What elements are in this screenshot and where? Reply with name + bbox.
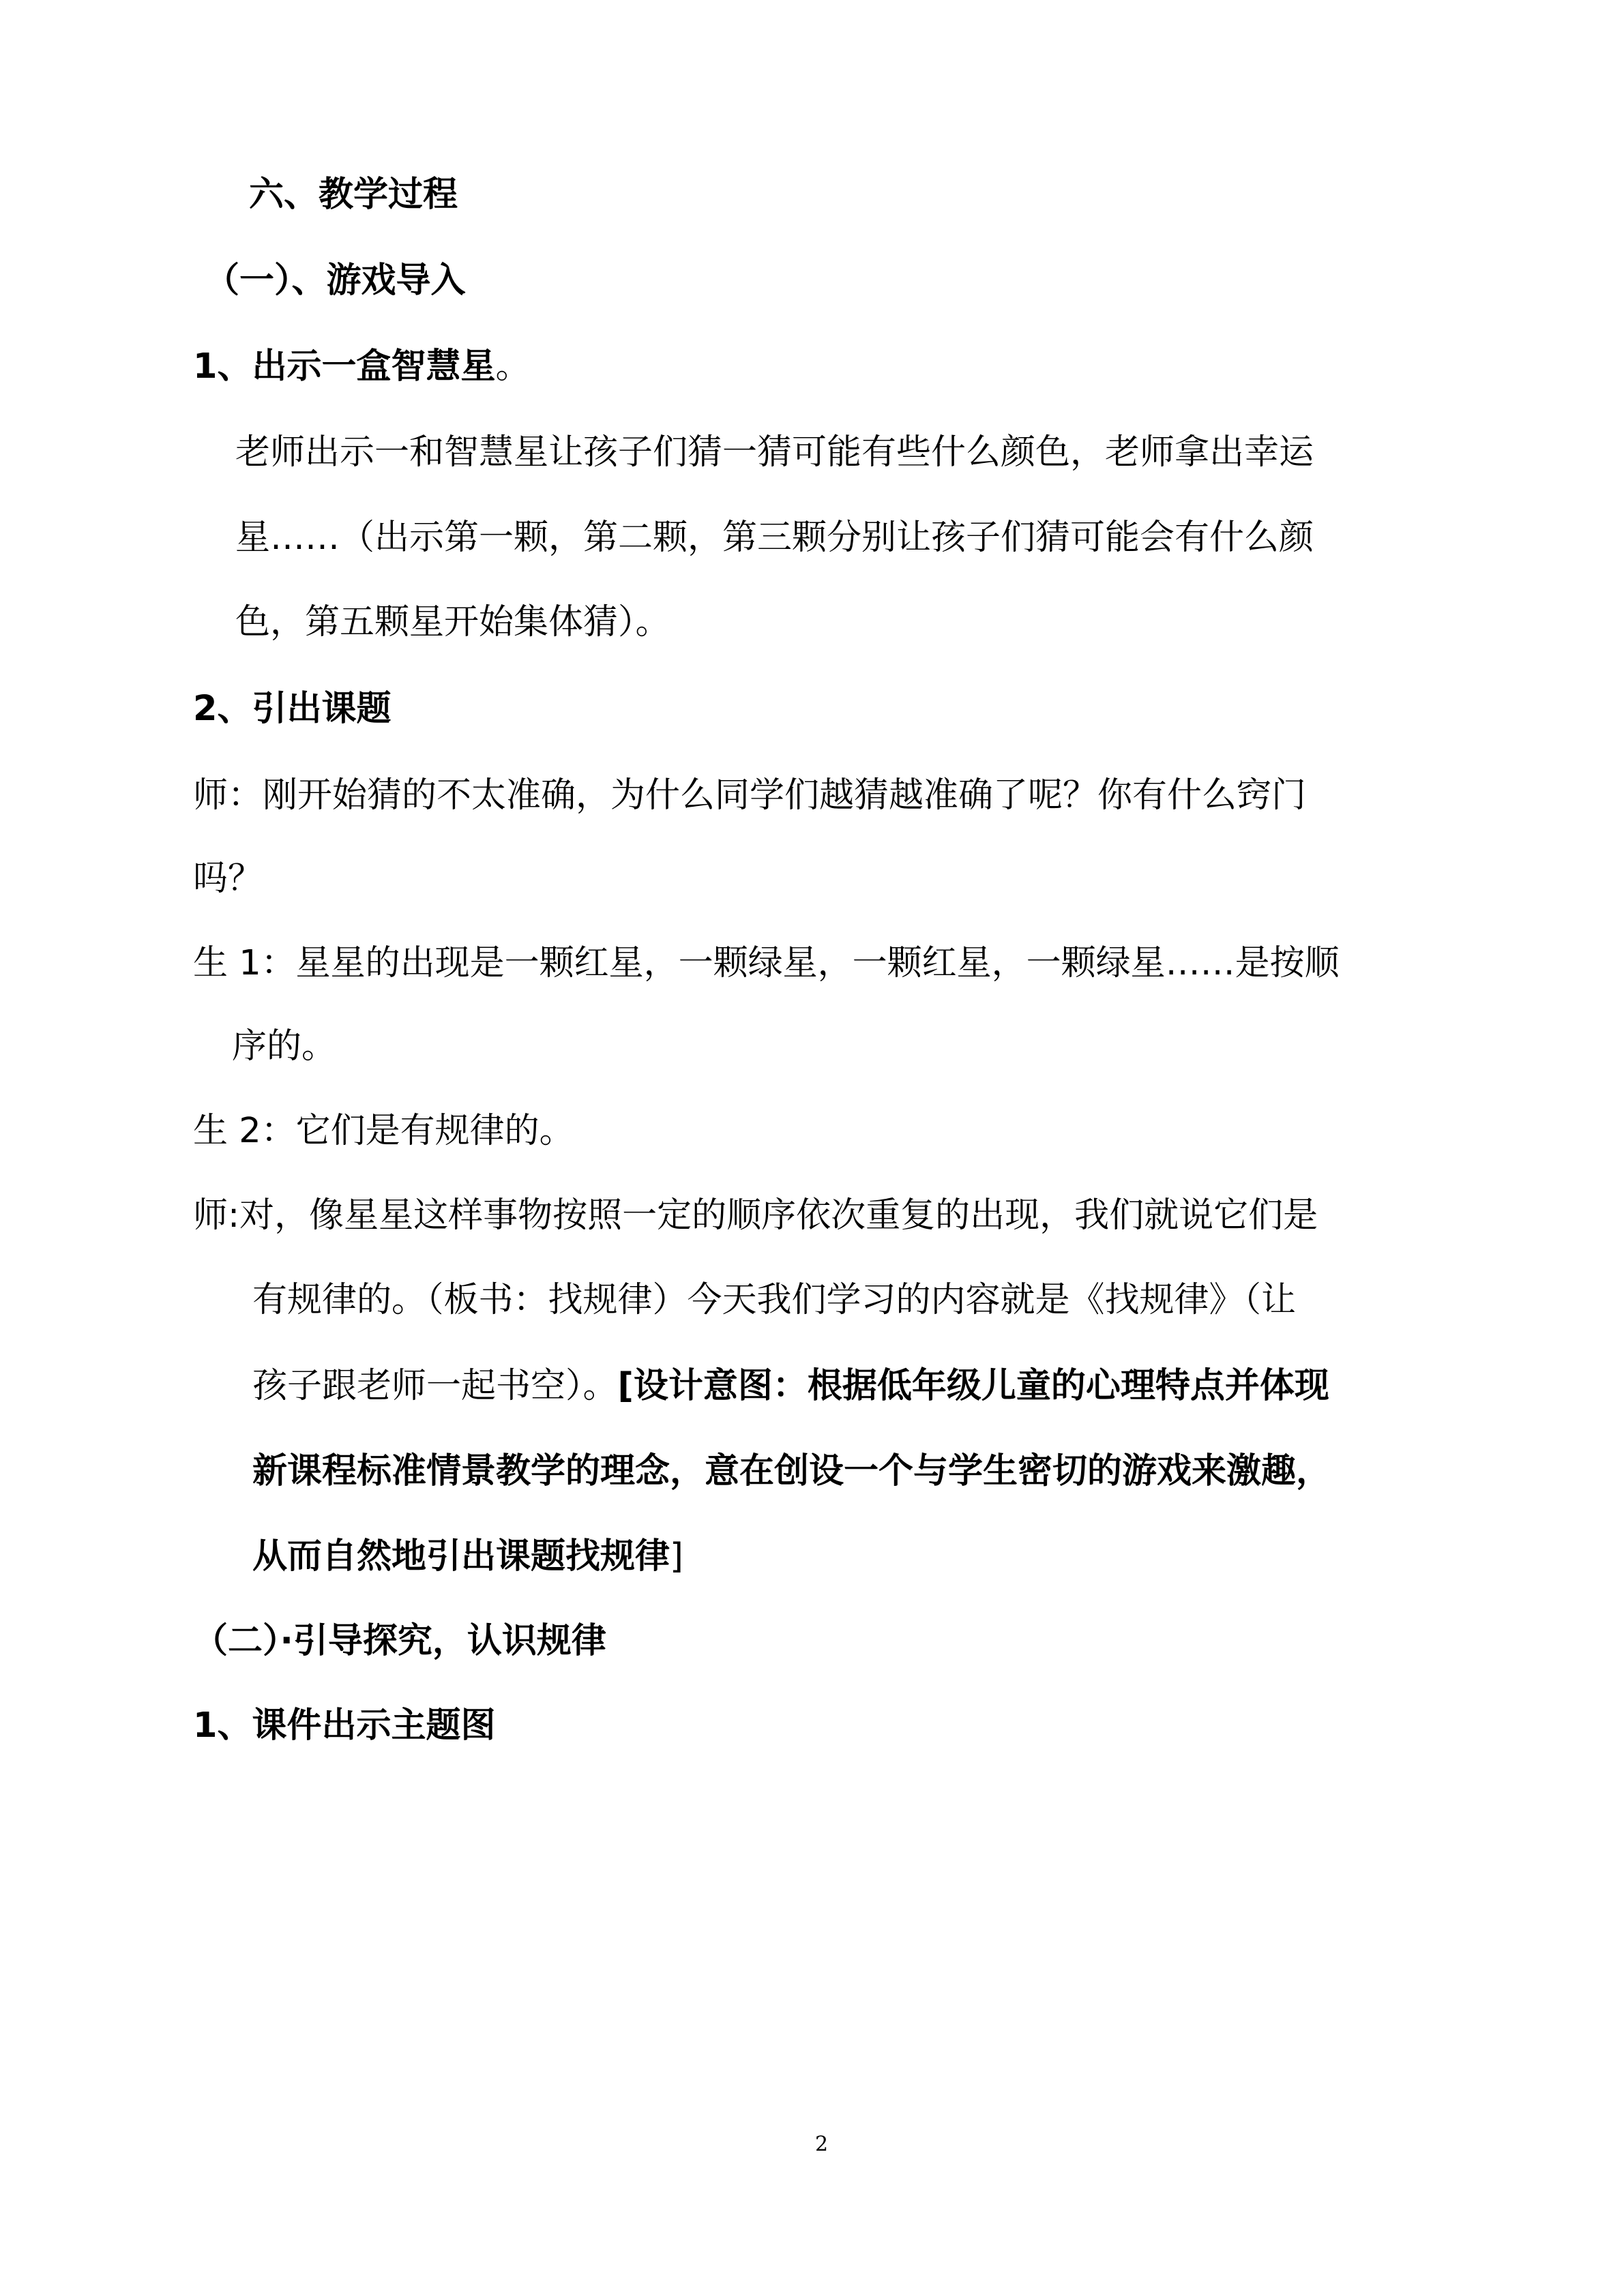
step-heading-1: 1、出示一盒智慧星。 bbox=[193, 346, 531, 387]
subsection-heading-game-intro: （一）、游戏导入 bbox=[205, 260, 466, 301]
dialogue-line: 有规律的。（板书：找规律）今天我们学习的内容就是《找规律》（让 bbox=[252, 1280, 1297, 1320]
design-intent-note: 新课程标准情景教学的理念，意在创设一个与学生密切的游戏来激趣， bbox=[252, 1451, 1331, 1491]
paragraph-line: 色，第五颗星开始集体猜）。 bbox=[235, 602, 670, 642]
dialogue-line-teacher: 师:对，像星星这样事物按照一定的顺序依次重复的出现，我们就说它们是 bbox=[193, 1195, 1318, 1236]
paragraph-line: 星……（出示第一颗，第二颗，第三颗分别让孩子们猜可能会有什么颜 bbox=[235, 518, 1314, 558]
dialogue-line-teacher: 师：刚开始猜的不太准确，为什么同学们越猜越准确了呢？你有什么窍门 bbox=[193, 775, 1307, 816]
step-heading-2: 2、引出课题 bbox=[193, 689, 392, 729]
dialogue-line-student-2: 生 2：它们是有规律的。 bbox=[193, 1111, 574, 1151]
section-heading-teaching-process: 六、教学过程 bbox=[249, 175, 458, 215]
dialogue-line: 序的。 bbox=[232, 1026, 337, 1067]
dialogue-line: 孩子跟老师一起书空）。[设计意图：根据低年级儿童的心理特点并体现 bbox=[252, 1366, 1329, 1406]
step-heading-courseware: 1、课件出示主题图 bbox=[193, 1705, 496, 1746]
design-intent-note: 从而自然地引出课题找规律] bbox=[252, 1536, 683, 1577]
subsection-heading-guided-exploration: （二）·引导探究，认识规律 bbox=[193, 1621, 606, 1661]
paragraph-line: 老师出示一和智慧星让孩子们猜一猜可能有些什么颜色，老师拿出幸运 bbox=[235, 432, 1314, 473]
design-intent-note: [设计意图：根据低年级儿童的心理特点并体现 bbox=[617, 1366, 1329, 1406]
dialogue-line: 吗？ bbox=[193, 859, 263, 899]
dialogue-line-student-1: 生 1：星星的出现是一颗红星，一颗绿星，一颗红星，一颗绿星……是按顺 bbox=[193, 943, 1340, 983]
page-number: 2 bbox=[815, 2132, 829, 2156]
